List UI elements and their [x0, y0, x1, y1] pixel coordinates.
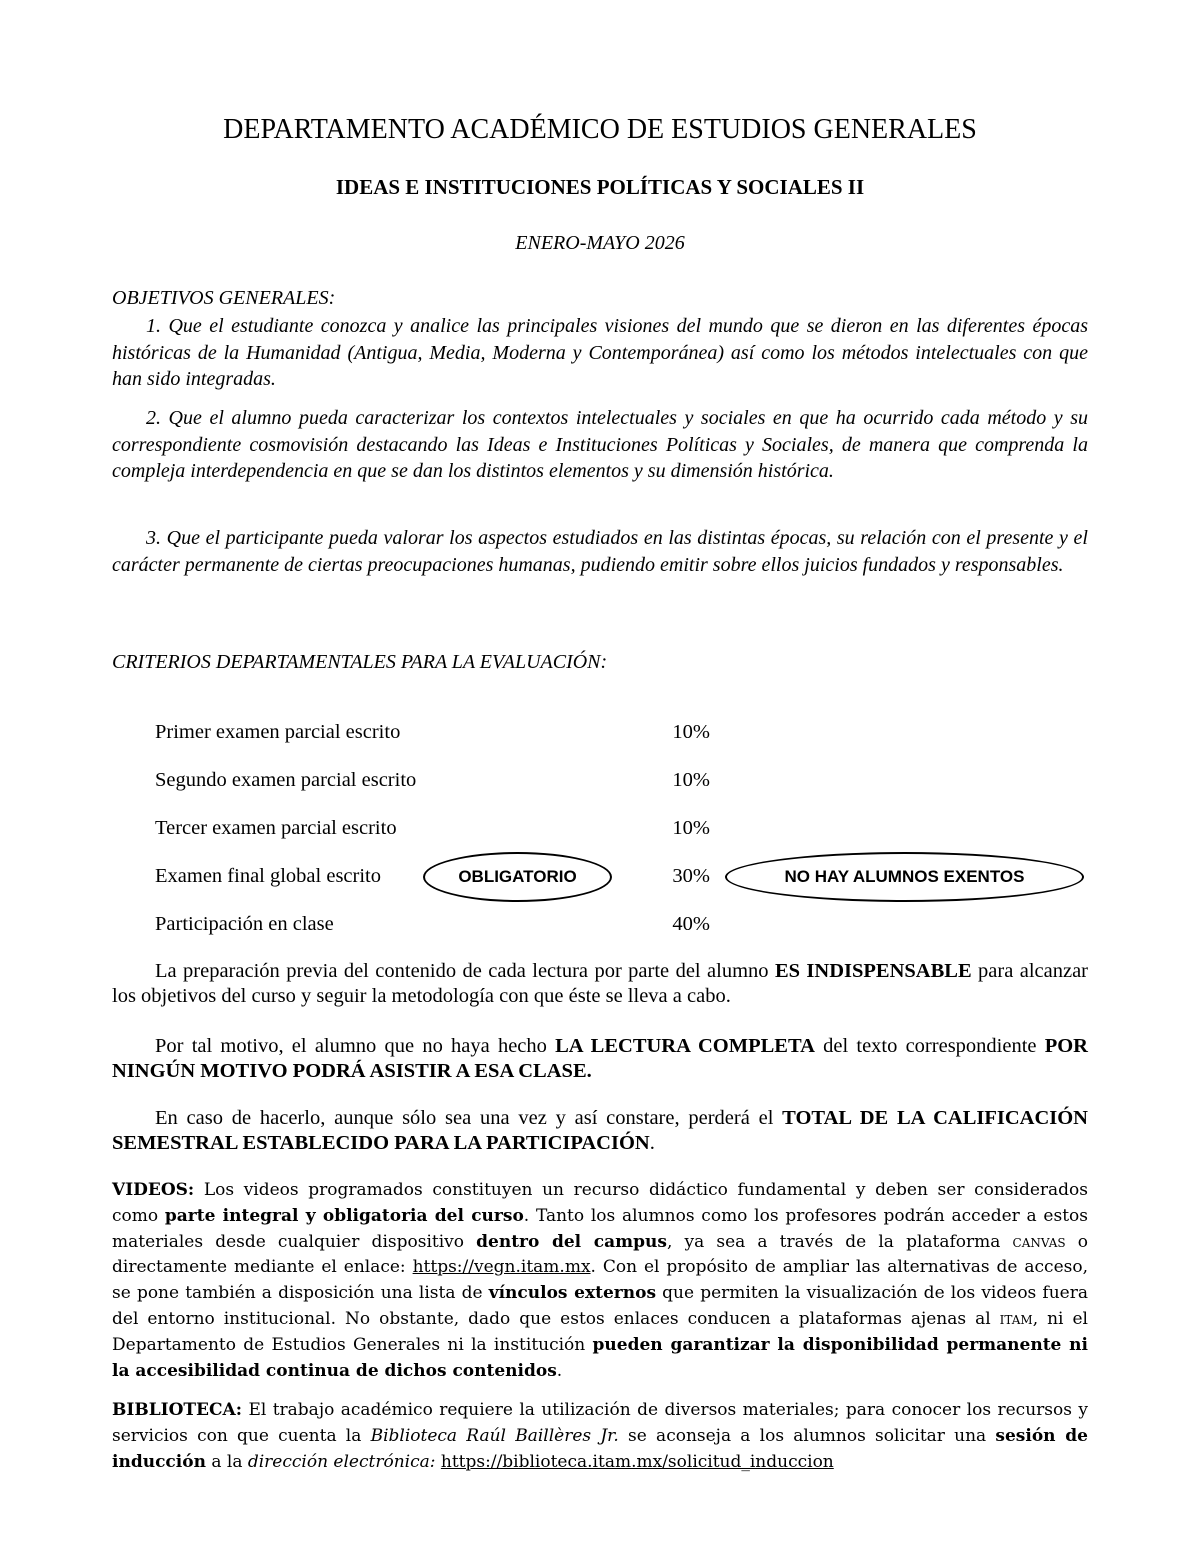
objectives-heading: OBJETIVOS GENERALES: — [112, 287, 336, 309]
videos-link[interactable]: https://vegn.itam.mx — [412, 1257, 591, 1278]
criteria-percent: 30% — [672, 865, 710, 887]
criteria-label: Primer examen parcial escrito — [155, 721, 401, 743]
library-link[interactable]: https://biblioteca.itam.mx/solicitud_induccion — [440, 1451, 834, 1472]
criteria-label: Examen final global escrito — [155, 865, 381, 887]
criteria-label: Tercer examen parcial escrito — [155, 817, 397, 839]
criteria-percent: 10% — [672, 769, 710, 791]
penalty-paragraph: En caso de hacerlo, aunque sólo sea una vez y así constare, perderá el TOTAL DE LA CALIFICACIÓN SEMESTRAL ESTABLECIDO PARA LA PARTICIPACIÓN. — [112, 1107, 1088, 1154]
department-title: DEPARTAMENTO ACADÉMICO DE ESTUDIOS GENERALES — [223, 114, 977, 145]
objective-item: 2. Que el alumno pueda caracterizar los contextos intelectuales y sociales en que ha ocurrido cada método y su correspondiente cosmovisión destacando las Ideas e Instituciones Políticas y Sociales, de manera que comprenda la compleja interdependencia en que se dan los distintos elementos y su dimensión histórica. — [112, 407, 1088, 482]
evaluation-heading: CRITERIOS DEPARTAMENTALES PARA LA EVALUACIÓN: — [112, 651, 608, 673]
criteria-label: Segundo examen parcial escrito — [155, 769, 417, 791]
criteria-percent: 10% — [672, 721, 710, 743]
videos-label: VIDEOS: — [112, 1180, 195, 1200]
criteria-percent: 40% — [672, 913, 710, 935]
videos-paragraph: VIDEOS: Los videos programados constituyen un recurso didáctico fundamental y deben ser considerados como parte integral y obligatoria del curso. Tanto los alumnos como los profesores podrán acceder a estos materiales desde cualquier dispositivo dentro del campus, ya sea a través de la plataforma canvas o directamente mediante el enlace: https://vegn.itam.mx. Con el propósito de ampliar las alternativas de acceso, se pone también a disposición una lista de vínculos externos que permiten la visualización de los videos fuera del entorno institucional. No obstante, dado que estos enlaces conducen a plataformas ajenas al itam, ni el Departamento de Estudios Generales ni la institución pueden garantizar la disponibilidad permanente ni la accesibilidad continua de dichos contenidos. — [112, 1180, 1089, 1381]
objective-item: 1. Que el estudiante conozca y analice las principales visiones del mundo que se dieron en las diferentes épocas históricas de la Humanidad (Antigua, Media, Moderna y Contemporánea) así como los métodos intelectuales con que han sido integradas. — [112, 315, 1088, 390]
mandatory-badge — [423, 852, 612, 902]
library-label: BIBLIOTECA: — [112, 1400, 243, 1420]
course-title: IDEAS E INSTITUCIONES POLÍTICAS Y SOCIALES II — [335, 175, 865, 199]
no-exempt-badge-label: NO HAY ALUMNOS EXENTOS — [784, 867, 1025, 886]
criteria-label: Participación en clase — [155, 913, 334, 935]
period: ENERO-MAYO 2026 — [515, 232, 685, 254]
mandatory-badge-label: OBLIGATORIO — [458, 867, 577, 886]
no-exempt-badge — [725, 852, 1084, 902]
library-paragraph: BIBLIOTECA: El trabajo académico requiere la utilización de diversos materiales; para conocer los recursos y servicios con que cuenta la Biblioteca Raúl Baillères Jr. se aconseja a los alumnos solicitar una sesión de inducción a la dirección electrónica: https://biblioteca.itam.mx/solicitud_induccion — [112, 1400, 1088, 1472]
criteria-percent: 10% — [672, 817, 710, 839]
objective-item: 3. Que el participante pueda valorar los aspectos estudiados en las distintas épocas, su relación con el presente y el carácter permanente de ciertas preocupaciones humanas, pudiendo emitir sobre ellos juicios fundados y responsables. — [112, 527, 1088, 576]
preparation-paragraph: La preparación previa del contenido de cada lectura por parte del alumno ES INDISPENSABLE para alcanzar los objetivos del curso y seguir la metodología con que éste se lleva a cabo. — [112, 960, 1088, 1007]
reading-paragraph: Por tal motivo, el alumno que no haya hecho LA LECTURA COMPLETA del texto correspondiente POR NINGÚN MOTIVO PODRÁ ASISTIR A ESA CLASE. — [112, 1035, 1088, 1082]
